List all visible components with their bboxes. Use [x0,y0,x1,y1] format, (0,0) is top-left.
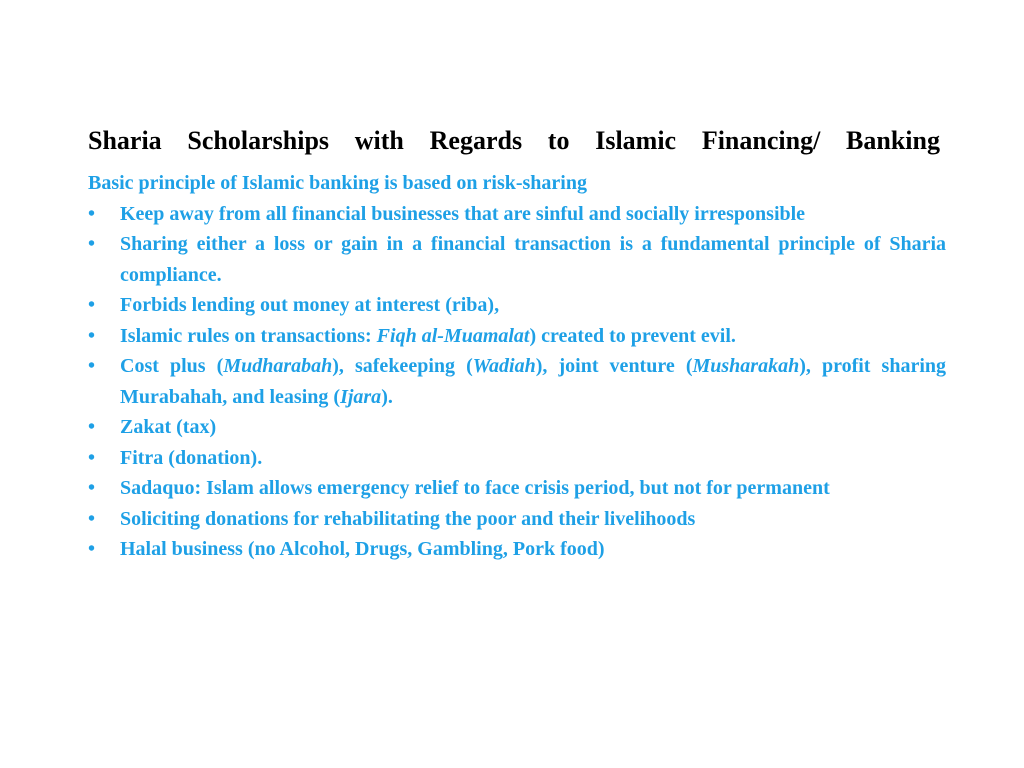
bullet-icon: • [88,416,96,438]
list-item-text-part: Islamic rules on transactions: [120,324,377,347]
bullet-list [88,199,946,565]
bullet-icon: • [88,507,96,530]
list-item-text: Zakat (tax) [120,416,217,438]
slide-content [88,168,946,565]
list-item-term: Wadiah [472,355,536,377]
list-item-text: Forbids lending out money at interest (riba), [120,294,500,316]
bullet-icon: • [88,355,96,377]
bullet-icon: • [88,294,96,316]
list-item [88,199,946,230]
list-item [88,443,946,474]
list-item-text-part: ) created to prevent evil. [529,324,736,347]
list-item-text: Sharing either a loss or gain in a financial transaction is a fundamental principle of Sharia compliance. [120,233,946,286]
bullet-icon: • [88,446,96,469]
list-item-text-part: ), safekeeping ( [332,355,473,377]
slide-subtitle: Basic principle of Islamic banking is based on risk-sharing [88,172,587,194]
list-item-term: Fiqh al-Muamalat [376,324,530,347]
list-item-text-part: ), joint venture ( [535,355,693,377]
list-item-text: Soliciting donations for rehabilitating the poor and their livelihoods [120,507,696,530]
list-item [88,473,946,504]
list-item-text-part: Cost plus ( [120,355,224,377]
list-item [88,534,946,565]
list-item [88,321,946,352]
list-item [88,229,946,290]
list-item-text: Halal business (no Alcohol, Drugs, Gambling, Pork food) [120,538,605,560]
list-item-term: Ijara [340,385,382,408]
list-item [88,290,946,321]
bullet-icon: • [88,233,96,255]
list-item-text: Keep away from all financial businesses that are sinful and socially irresponsible [120,202,806,225]
bullet-icon: • [88,477,96,499]
list-item-term: Musharakah [692,355,800,377]
list-item-text-part: ), profit sharing Murabahah, and leasing ( [120,355,947,408]
bullet-icon: • [88,538,96,560]
list-item [88,412,946,443]
list-item [88,351,946,412]
list-item-text: Sadaquo: Islam allows emergency relief to face crisis period, but not for permanent [120,477,830,499]
list-item-text-part: ). [381,385,393,408]
list-item-term: Mudharabah [223,355,333,377]
list-item [88,504,946,535]
bullet-icon: • [88,324,96,347]
bullet-icon: • [88,202,96,225]
list-item-text: Fitra (donation). [120,446,263,469]
slide-title: Sharia Scholarships with Regards to Islamic Financing/ Banking [88,126,940,155]
